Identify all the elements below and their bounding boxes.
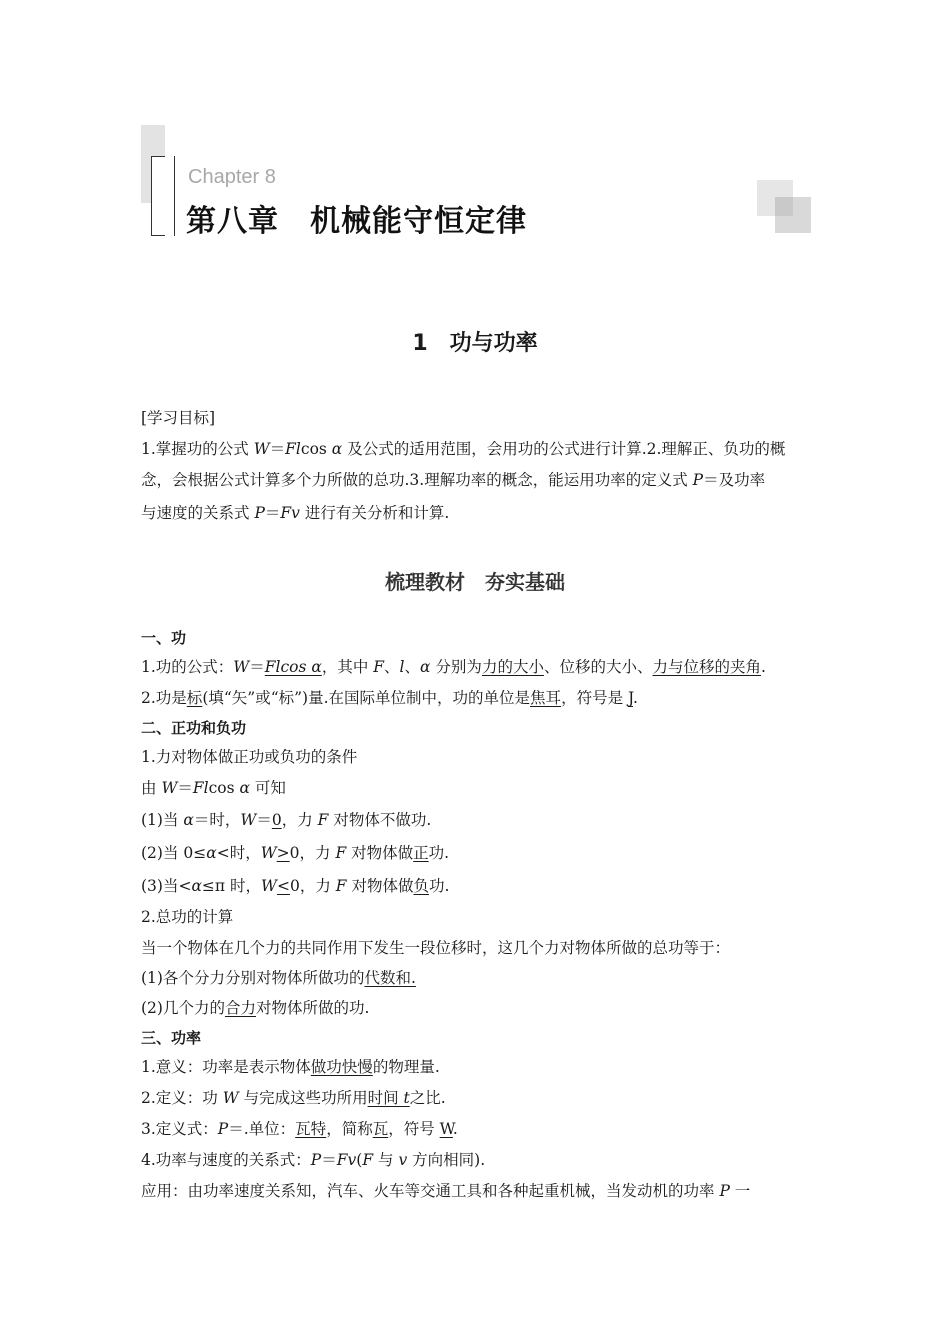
power-velocity-relation: 4.功率与速度的关系式：P＝Fv(F 与 v 方向相同). [141,1151,486,1169]
chapter-label-en: Chapter 8 [188,166,276,188]
total-work-2: (2)几个力的合力对物体所做的功. [141,999,370,1017]
total-work-heading: 2.总功的计算 [141,908,234,926]
total-work-1: (1)各个分力分别对物体所做功的代数和. [141,969,416,987]
power-definition: 2.定义：功 W 与完成这些功所用时间 t之比. [141,1089,446,1107]
total-work-intro: 当一个物体在几个力的共同作用下发生一段位移时，这几个力对物体所做的总功等于： [141,939,731,957]
condition-heading: 1.力对物体做正功或负功的条件 [141,748,358,766]
work-scalar-line: 2.功是标(填“矢”或“标”)量.在国际单位制中，功的单位是焦耳，符号是 J. [141,689,638,707]
heading-positive-negative-work: 二、正功和负功 [141,719,247,737]
condition-intro: 由 W＝Flcos α 可知 [141,779,286,797]
condition-2: (2)当 0≤α<时，W>0，力 F 对物体做正功. [141,844,450,862]
power-formula: 3.定义式：P＝.单位：瓦特，简称瓦，符号 W. [141,1120,458,1138]
condition-3: (3)当<α≤π 时，W<0，力 F 对物体做负功. [141,877,450,895]
work-formula-line: 1.功的公式：W＝Flcos α，其中 F、l、α 分别为力的大小、位移的大小、力与位移的夹角. [141,658,766,676]
heading-power: 三、功率 [141,1029,202,1047]
power-application: 应用：由功率速度关系知，汽车、火车等交通工具和各种起重机械，当发动机的功率 P 一 [141,1182,751,1200]
power-meaning: 1.意义：功率是表示物体做功快慢的物理量. [141,1058,440,1076]
chapter-decor-bracket-inner [165,156,175,236]
corner-square-dark [775,197,793,216]
subtitle: 梳理教材 夯实基础 [385,570,565,594]
section-title: 1 功与功率 [412,331,538,356]
objectives-line-2: 念，会根据公式计算多个力所做的总功.3.理解功率的概念，能运用功率的定义式 P＝及功率 [141,471,766,489]
heading-work: 一、功 [141,629,187,647]
objectives-line-3: 与速度的关系式 P＝Fv 进行有关分析和计算. [141,504,450,522]
objectives-line-1: 1.掌握功的公式 W＝Flcos α 及公式的适用范围，会用功的公式进行计算.2.理解正、负功的概 [141,440,786,458]
chapter-title: 第八章 机械能守恒定律 [186,204,527,239]
condition-1: (1)当 α＝时，W＝0，力 F 对物体不做功. [141,811,432,829]
objectives-heading: [学习目标] [141,409,216,427]
